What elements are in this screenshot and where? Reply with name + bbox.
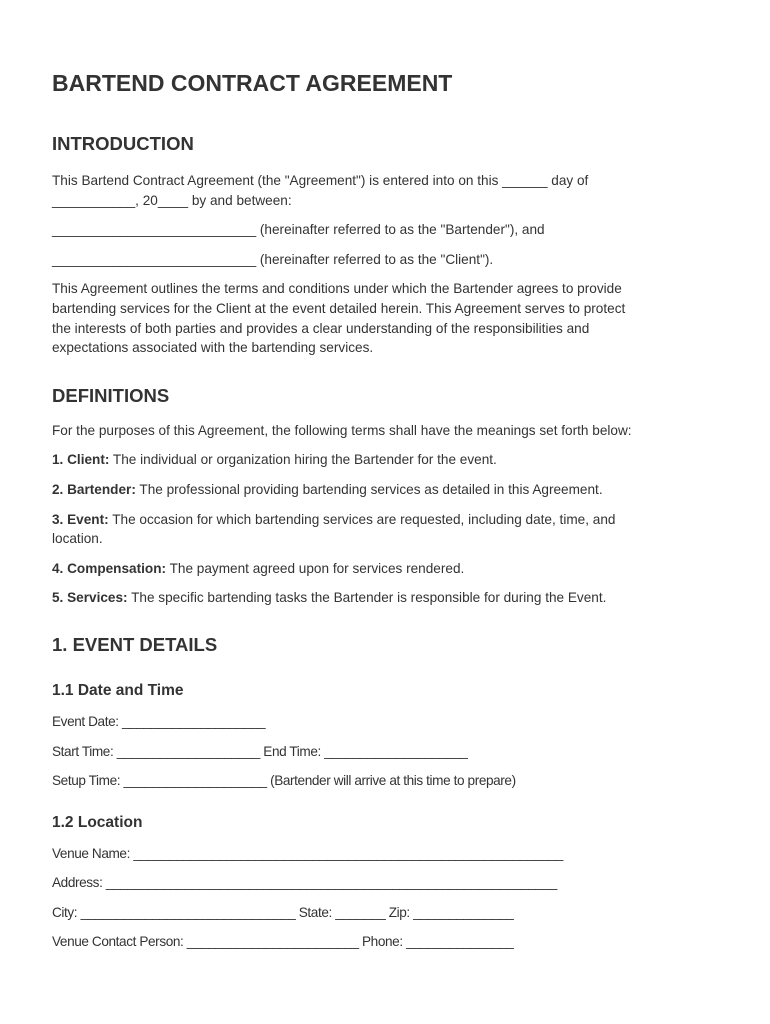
definition-text: The individual or organization hiring the Bartender for the event. bbox=[109, 452, 497, 468]
definitions-heading: DEFINITIONS bbox=[52, 384, 170, 406]
definition-item-bartender bbox=[52, 480, 710, 500]
definition-text: The payment agreed upon for services rendered. bbox=[166, 560, 465, 576]
definition-text: The specific bartending tasks the Bartender is responsible for during the Event. bbox=[127, 590, 607, 606]
bartender-party-line: ___________________________ (hereinafter referred to as the "Bartender"), and bbox=[52, 222, 545, 238]
definition-item-compensation bbox=[52, 559, 710, 579]
definitions-intro: For the purposes of this Agreement, the following terms shall have the meanings set forth below: bbox=[52, 422, 632, 438]
definition-item-client bbox=[52, 450, 710, 470]
event-date-field: Event Date: ____________________ bbox=[52, 713, 266, 729]
city-state-zip-field: City: ______________________________ State: _______ Zip: ______________ bbox=[52, 904, 514, 920]
intro-p2-line-1: This Agreement outlines the terms and conditions under which the Bartender agrees to provide bbox=[52, 281, 622, 297]
date-time-heading: 1.1 Date and Time bbox=[52, 681, 184, 699]
intro-p2-line-2: bartending services for the Client at the event detailed herein. This Agreement serves to protect bbox=[52, 300, 626, 316]
intro-p1-line-2: ___________, 20____ by and between: bbox=[52, 192, 292, 208]
definition-item-event bbox=[52, 510, 710, 549]
introduction-heading: INTRODUCTION bbox=[52, 133, 194, 154]
client-party-line: ___________________________ (hereinafter referred to as the "Client"). bbox=[52, 251, 494, 267]
start-end-time-field: Start Time: ____________________ End Time: ____________________ bbox=[52, 743, 468, 759]
definition-term: 2. Bartender: bbox=[52, 481, 136, 497]
location-heading: 1.2 Location bbox=[52, 813, 143, 831]
intro-p1-line-1: This Bartend Contract Agreement (the "Agreement") is entered into on this ______ day of bbox=[52, 173, 589, 188]
intro-p2-line-3: the interests of both parties and provides a clear understanding of the responsibilities and bbox=[52, 320, 590, 336]
event-details-heading: 1. EVENT DETAILS bbox=[52, 633, 218, 655]
definition-text: The occasion for which bartending services are requested, including date, time, and bbox=[108, 511, 616, 527]
definition-term: 3. Event: bbox=[52, 511, 109, 527]
definition-text-line-2: location. bbox=[52, 531, 103, 547]
setup-time-field: Setup Time: ____________________ (Bartender will arrive at this time to prepare) bbox=[52, 773, 516, 789]
document-title: BARTEND CONTRACT AGREEMENT bbox=[52, 70, 453, 96]
definition-term: 4. Compensation: bbox=[52, 560, 167, 576]
definition-text: The professional providing bartending services as detailed in this Agreement. bbox=[135, 481, 603, 497]
definition-term: 5. Services: bbox=[52, 590, 128, 606]
introduction-paragraph-2 bbox=[52, 279, 710, 357]
definition-item-services bbox=[52, 588, 710, 608]
definition-term: 1. Client: bbox=[52, 452, 110, 468]
venue-contact-phone-field: Venue Contact Person: ________________________ Phone: _______________ bbox=[52, 934, 514, 950]
address-field: Address: _______________________________________________________________ bbox=[52, 875, 557, 891]
introduction-paragraph-1 bbox=[52, 171, 710, 210]
intro-p2-line-4: expectations associated with the bartending services. bbox=[52, 340, 374, 356]
venue-name-field: Venue Name: ____________________________________________________________ bbox=[52, 845, 563, 861]
